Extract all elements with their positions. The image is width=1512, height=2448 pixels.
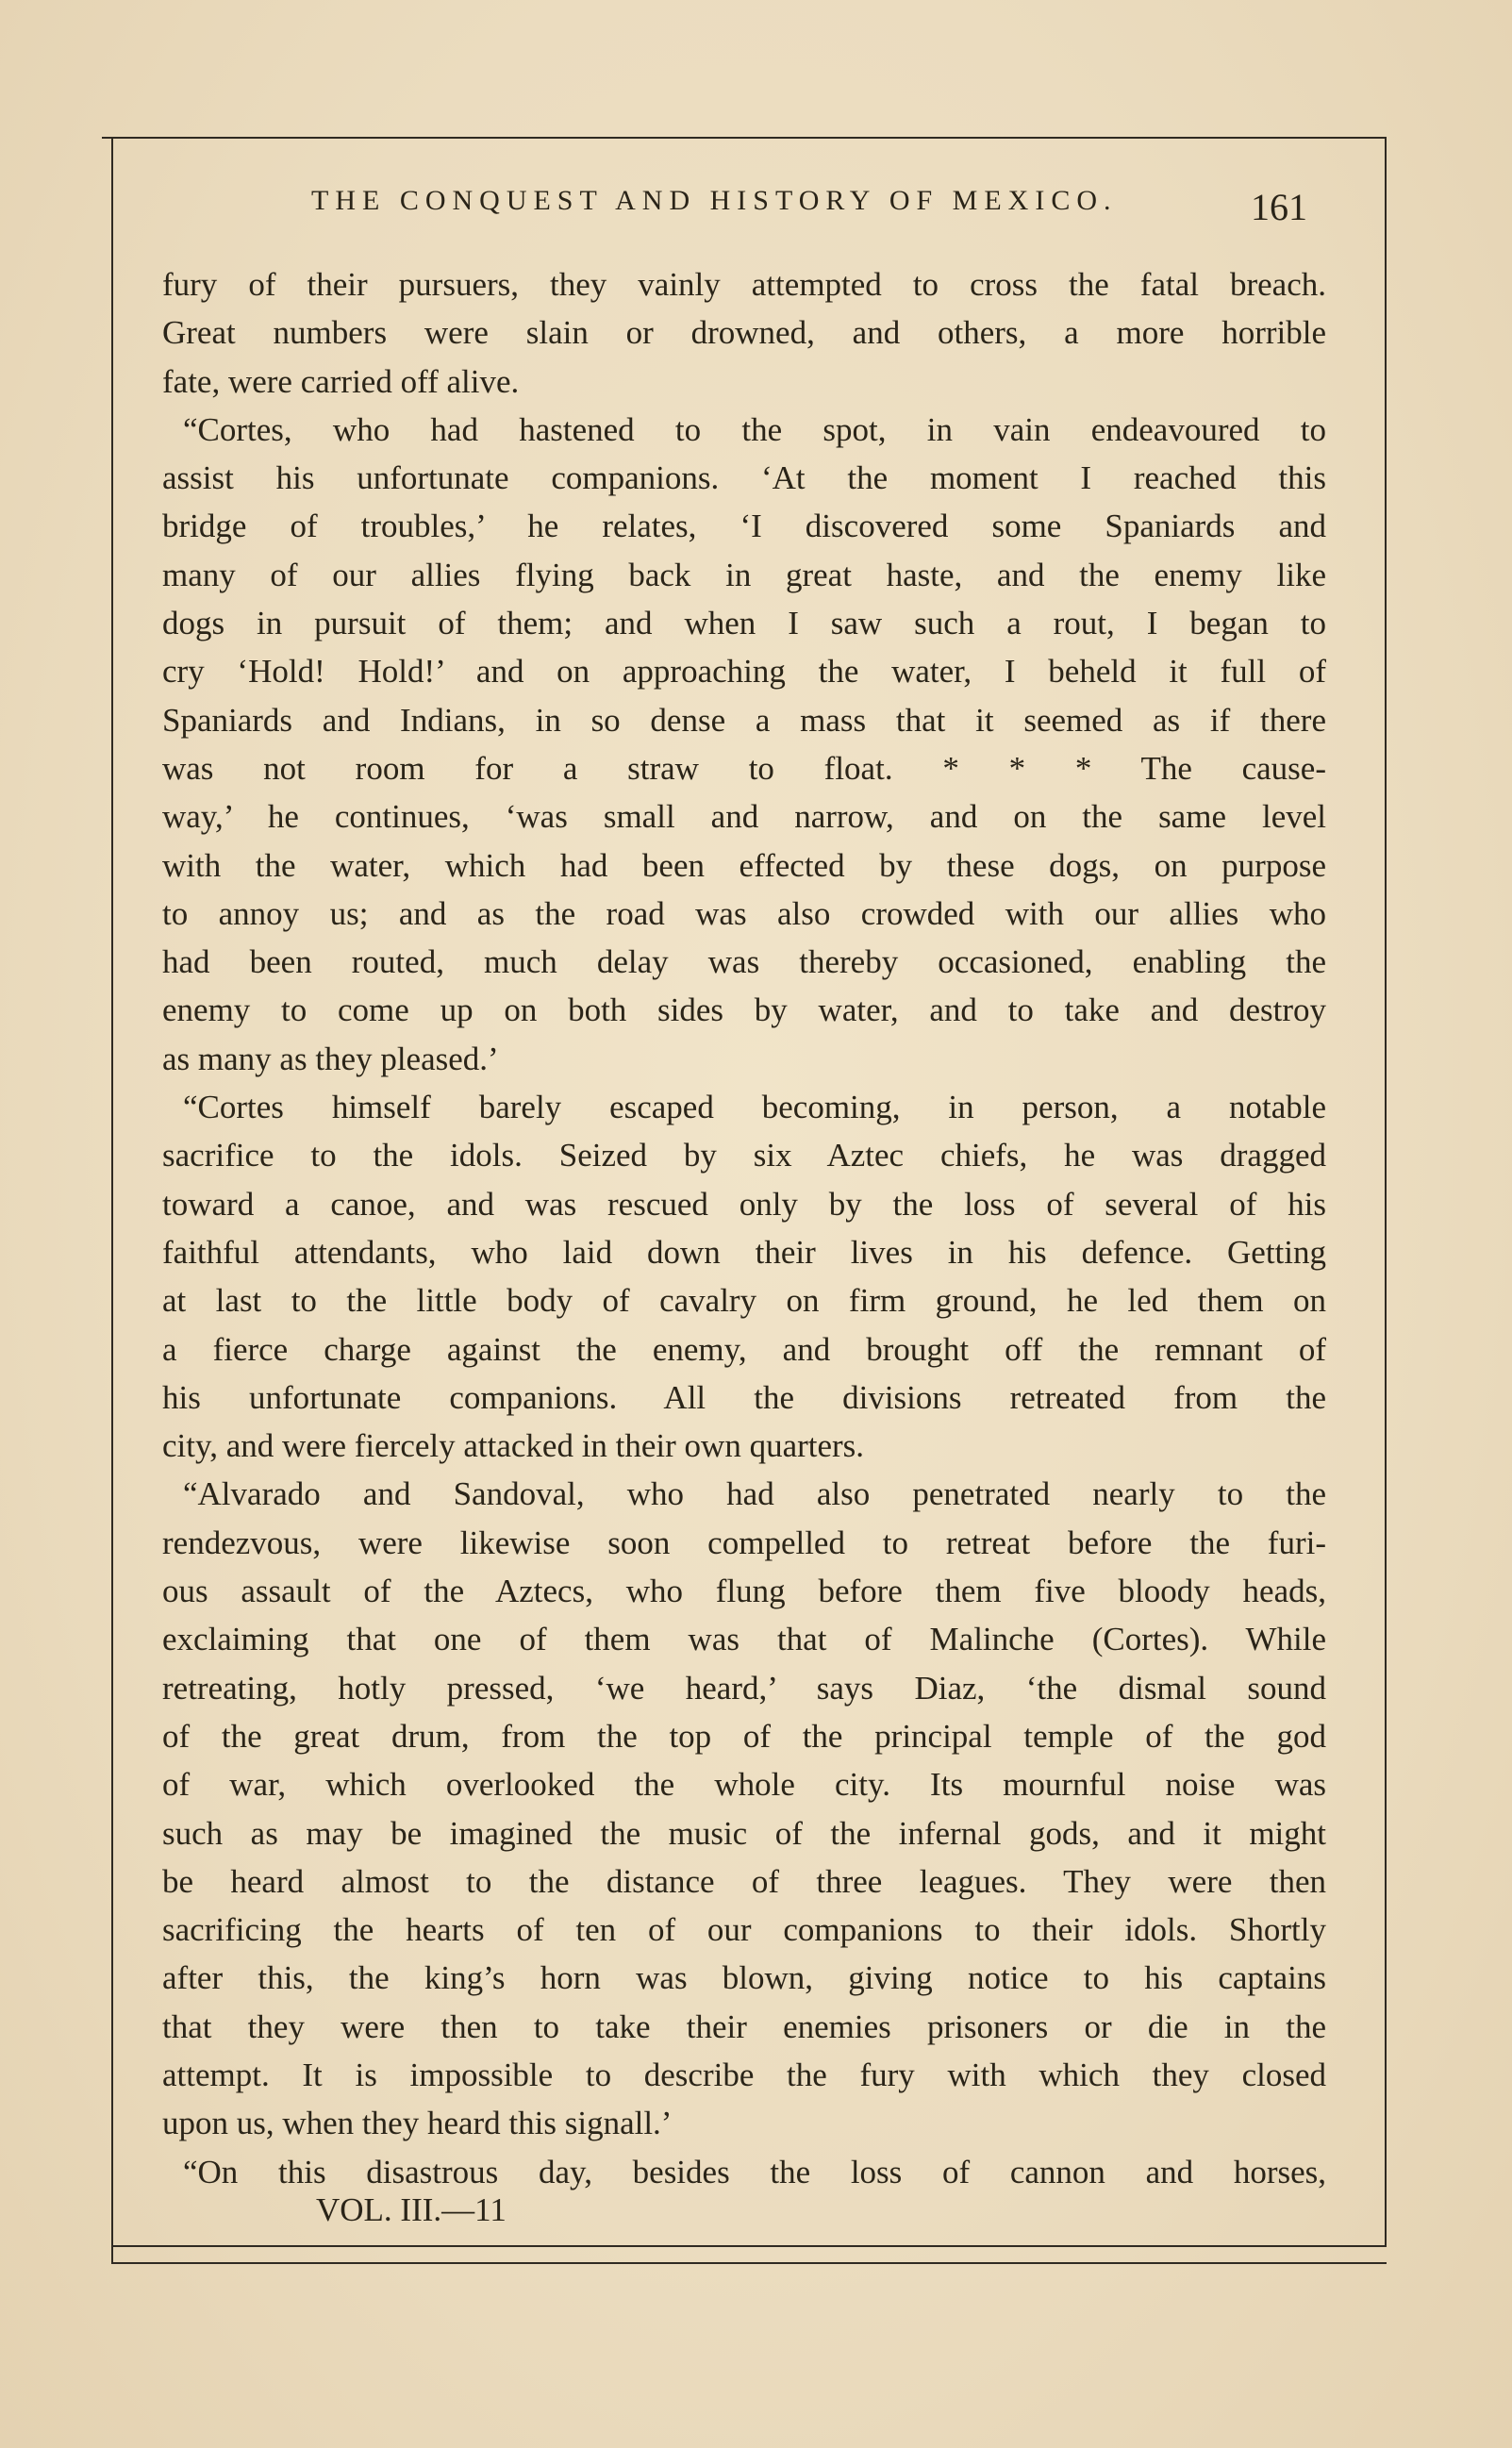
- text-line: faithful attendants, who laid down their lives in his defence. Getting: [162, 1233, 1326, 1271]
- text-line: retreating, hotly pressed, ‘we heard,’ says Diaz, ‘the dismal sound: [162, 1669, 1326, 1707]
- text-line: sacrifice to the idols. Seized by six Aztec chiefs, he was dragged: [162, 1137, 1326, 1174]
- text-line: his unfortunate companions. All the divisions retreated from the: [162, 1378, 1326, 1416]
- text-line: of the great drum, from the top of the principal temple of the god: [162, 1717, 1326, 1755]
- signature-mark: VOL. III.—11: [316, 2191, 507, 2228]
- text-line: to annoy us; and as the road was also crowded with our allies who: [162, 894, 1326, 932]
- text-line: as many as they pleased.’: [162, 1040, 499, 1077]
- running-head: THE CONQUEST AND HISTORY OF MEXICO.: [311, 185, 1118, 216]
- text-line: after this, the king’s horn was blown, giving notice to his captains: [162, 1959, 1326, 1997]
- text-line: assist his unfortunate companions. ‘At the moment I reached this: [162, 459, 1326, 497]
- text-line: cry ‘Hold! Hold!’ and on approaching the water, I beheld it full of: [162, 653, 1326, 691]
- frame-rule-right: [1385, 137, 1387, 2245]
- text-line: at last to the little body of cavalry on firm ground, he led them on: [162, 1282, 1326, 1320]
- text-line: rendezvous, were likewise soon compelled to retreat before the furi-: [162, 1524, 1326, 1561]
- body-text: [162, 260, 1326, 2196]
- text-line: enemy to come up on both sides by water, and to take and destroy: [162, 991, 1326, 1029]
- text-line: sacrificing the hearts of ten of our companions to their idols. Shortly: [162, 1911, 1326, 1949]
- text-line: was not room for a straw to float. * * * The cause-: [162, 749, 1326, 787]
- text-line: many of our allies flying back in great haste, and the enemy like: [162, 556, 1326, 593]
- text-line: fate, were carried off alive.: [162, 362, 520, 400]
- text-line: fury of their pursuers, they vainly attempted to cross the fatal breach.: [162, 266, 1326, 303]
- text-line: “Alvarado and Sandoval, who had also penetrated nearly to the: [183, 1475, 1326, 1513]
- frame-rule-left: [111, 137, 113, 2264]
- text-line: a fierce charge against the enemy, and brought off the remnant of: [162, 1330, 1326, 1368]
- text-line: upon us, when they heard this signall.’: [162, 2105, 673, 2142]
- page-number: 161: [1251, 186, 1307, 228]
- text-line: of war, which overlooked the whole city. Its mournful noise was: [162, 1766, 1326, 1804]
- text-line: city, and were fiercely attacked in their own quarters.: [162, 1427, 865, 1465]
- text-line: dogs in pursuit of them; and when I saw such a rout, I began to: [162, 605, 1326, 642]
- text-line: such as may be imagined the music of the infernal gods, and it might: [162, 1814, 1326, 1852]
- text-line: with the water, which had been effected by these dogs, on purpose: [162, 846, 1326, 884]
- text-line: attempt. It is impossible to describe the fury with which they closed: [162, 2056, 1326, 2093]
- text-line: had been routed, much delay was thereby occasioned, enabling the: [162, 943, 1326, 981]
- text-line: “Cortes himself barely escaped becoming, in person, a notable: [183, 1089, 1326, 1126]
- text-line: ous assault of the Aztecs, who flung before them five bloody heads,: [162, 1573, 1326, 1610]
- text-line: Spaniards and Indians, in so dense a mass that it seemed as if there: [162, 701, 1326, 739]
- text-line: toward a canoe, and was rescued only by the loss of several of his: [162, 1185, 1326, 1223]
- frame-rule-bottom-outer: [111, 2262, 1387, 2264]
- frame-rule-bottom: [111, 2245, 1387, 2247]
- text-line: Great numbers were slain or drowned, and others, a more horrible: [162, 314, 1326, 352]
- frame-rule-top: [102, 137, 1387, 139]
- text-line: be heard almost to the distance of three leagues. They were then: [162, 1862, 1326, 1900]
- text-line: exclaiming that one of them was that of Malinche (Cortes). While: [162, 1621, 1326, 1658]
- text-line: “On this disastrous day, besides the loss of cannon and horses,: [183, 2153, 1326, 2190]
- text-line: that they were then to take their enemies prisoners or die in the: [162, 2007, 1326, 2045]
- text-line: way,’ he continues, ‘was small and narrow, and on the same level: [162, 798, 1326, 836]
- text-line: “Cortes, who had hastened to the spot, in vain endeavoured to: [183, 410, 1326, 448]
- text-line: bridge of troubles,’ he relates, ‘I discovered some Spaniards and: [162, 508, 1326, 545]
